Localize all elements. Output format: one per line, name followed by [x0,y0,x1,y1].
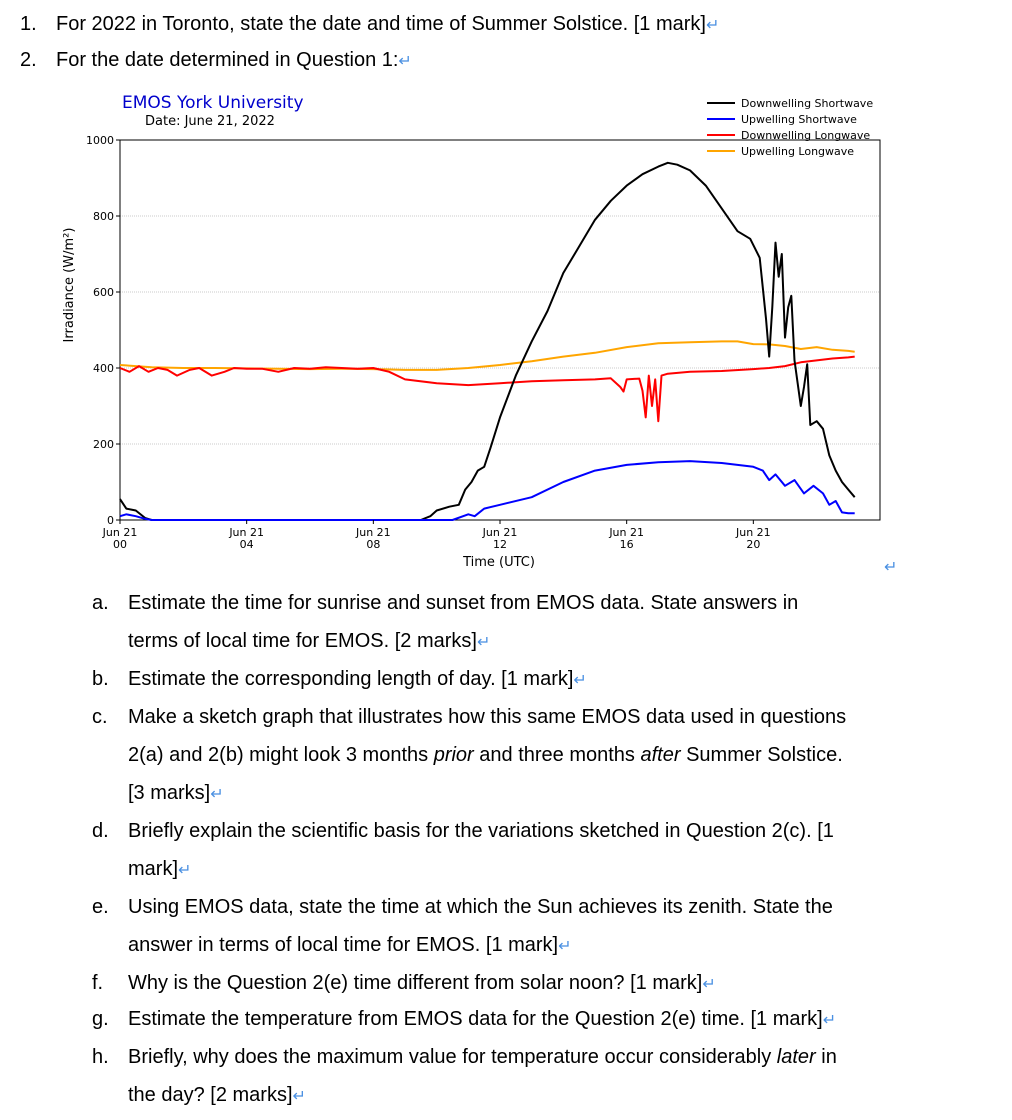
question-1-text: For 2022 in Toronto, state the date and time of Summer Solstice. [1 mark] [56,13,706,35]
sub-question-text: Using EMOS data, state the time at which the Sun achieves its zenith. State the answer in terms of local time for EMOS. [1 mark]↵ [128,896,833,956]
paragraph-mark-icon: ↵ [884,559,898,576]
paragraph-mark-icon: ↵ [178,862,192,879]
x-tick-label: Jun 21 [355,526,391,539]
paragraph-mark-icon: ↵ [702,976,716,993]
x-tick-sublabel: 00 [113,538,127,551]
x-tick-sublabel: 16 [619,538,634,551]
x-tick-sublabel: 04 [239,538,254,551]
y-tick-label: 200 [93,438,114,451]
sub-question-label: c. [92,706,108,728]
sub-question-label: f. [92,972,104,994]
series-line-upwelling-shortwave [120,461,855,520]
y-axis-label: Irradiance (W/m²) [62,227,77,343]
chart-grid [120,140,880,444]
x-tick-label: Jun 21 [102,526,138,539]
legend-label: Upwelling Shortwave [741,113,857,126]
x-tick-label: Jun 21 [229,526,265,539]
question-2-text: For the date determined in Question 1: [56,49,399,71]
x-tick-label: Jun 21 [482,526,518,539]
sub-question-label: b. [92,668,109,690]
paragraph-mark-icon: ↵ [210,786,224,803]
x-tick-sublabel: 12 [493,538,507,551]
paragraph-mark-icon: ↵ [822,1012,837,1029]
chart-legend [707,97,873,158]
y-tick-label: 0 [107,514,114,527]
legend-label: Downwelling Shortwave [741,97,874,110]
y-tick-label: 600 [93,286,114,299]
sub-question-label: g. [92,1008,109,1030]
question-2 [20,48,412,74]
y-tick-label: 400 [93,362,114,375]
sub-question-text: Estimate the temperature from EMOS data for the Question 2(e) time. [1 mark]↵ [128,1008,837,1030]
x-axis-label: Time (UTC) [463,555,535,570]
sub-question-text: Make a sketch graph that illustrates how this same EMOS data used in questions 2(a) and 2(b) might look 3 months prior and three months after Summer Solstice. [3 marks]↵ [128,706,847,804]
x-tick-sublabel: 20 [746,538,761,551]
legend-label: Upwelling Longwave [741,145,855,158]
chart-series [120,163,855,520]
paragraph-mark-icon: ↵ [398,53,412,70]
sub-question-text: Briefly explain the scientific basis for the variations sketched in Question 2(c). [1 mark]↵ [128,820,834,880]
sub-question-text: Estimate the time for sunrise and sunset from EMOS data. State answers in terms of local time for EMOS. [2 marks]↵ [128,592,799,652]
paragraph-mark-icon: ↵ [292,1088,306,1105]
sub-question-text: Why is the Question 2(e) time different from solar noon? [1 mark]↵ [128,972,716,994]
x-tick-label: Jun 21 [609,526,645,539]
chart-title: EMOS York University [122,93,304,113]
x-tick-sublabel: 08 [366,538,381,551]
irradiance-chart [0,85,1012,585]
chart-subtitle: Date: June 21, 2022 [145,114,275,129]
paragraph-mark-icon: ↵ [476,634,491,651]
sub-question-text: Briefly, why does the maximum value for temperature occur considerably later in the day? [2 marks]↵ [128,1046,837,1106]
sub-question-text: Estimate the corresponding length of day. [1 mark]↵ [128,668,587,690]
sub-question-label: d. [92,820,109,842]
question-2-number: 2. [20,49,37,71]
series-line-upwelling-longwave [120,341,855,370]
question-1 [20,12,719,38]
question-1-number: 1. [20,13,37,35]
y-tick-label: 800 [93,210,114,223]
paragraph-mark-icon: ↵ [558,938,572,955]
sub-question-label: a. [92,592,109,614]
y-tick-label: 1000 [86,134,114,147]
sub-question-label: h. [92,1046,109,1068]
paragraph-mark-icon: ↵ [573,672,587,689]
legend-label: Downwelling Longwave [741,129,871,142]
x-tick-label: Jun 21 [735,526,771,539]
sub-question-label: e. [92,896,109,918]
paragraph-mark-icon: ↵ [705,17,720,34]
